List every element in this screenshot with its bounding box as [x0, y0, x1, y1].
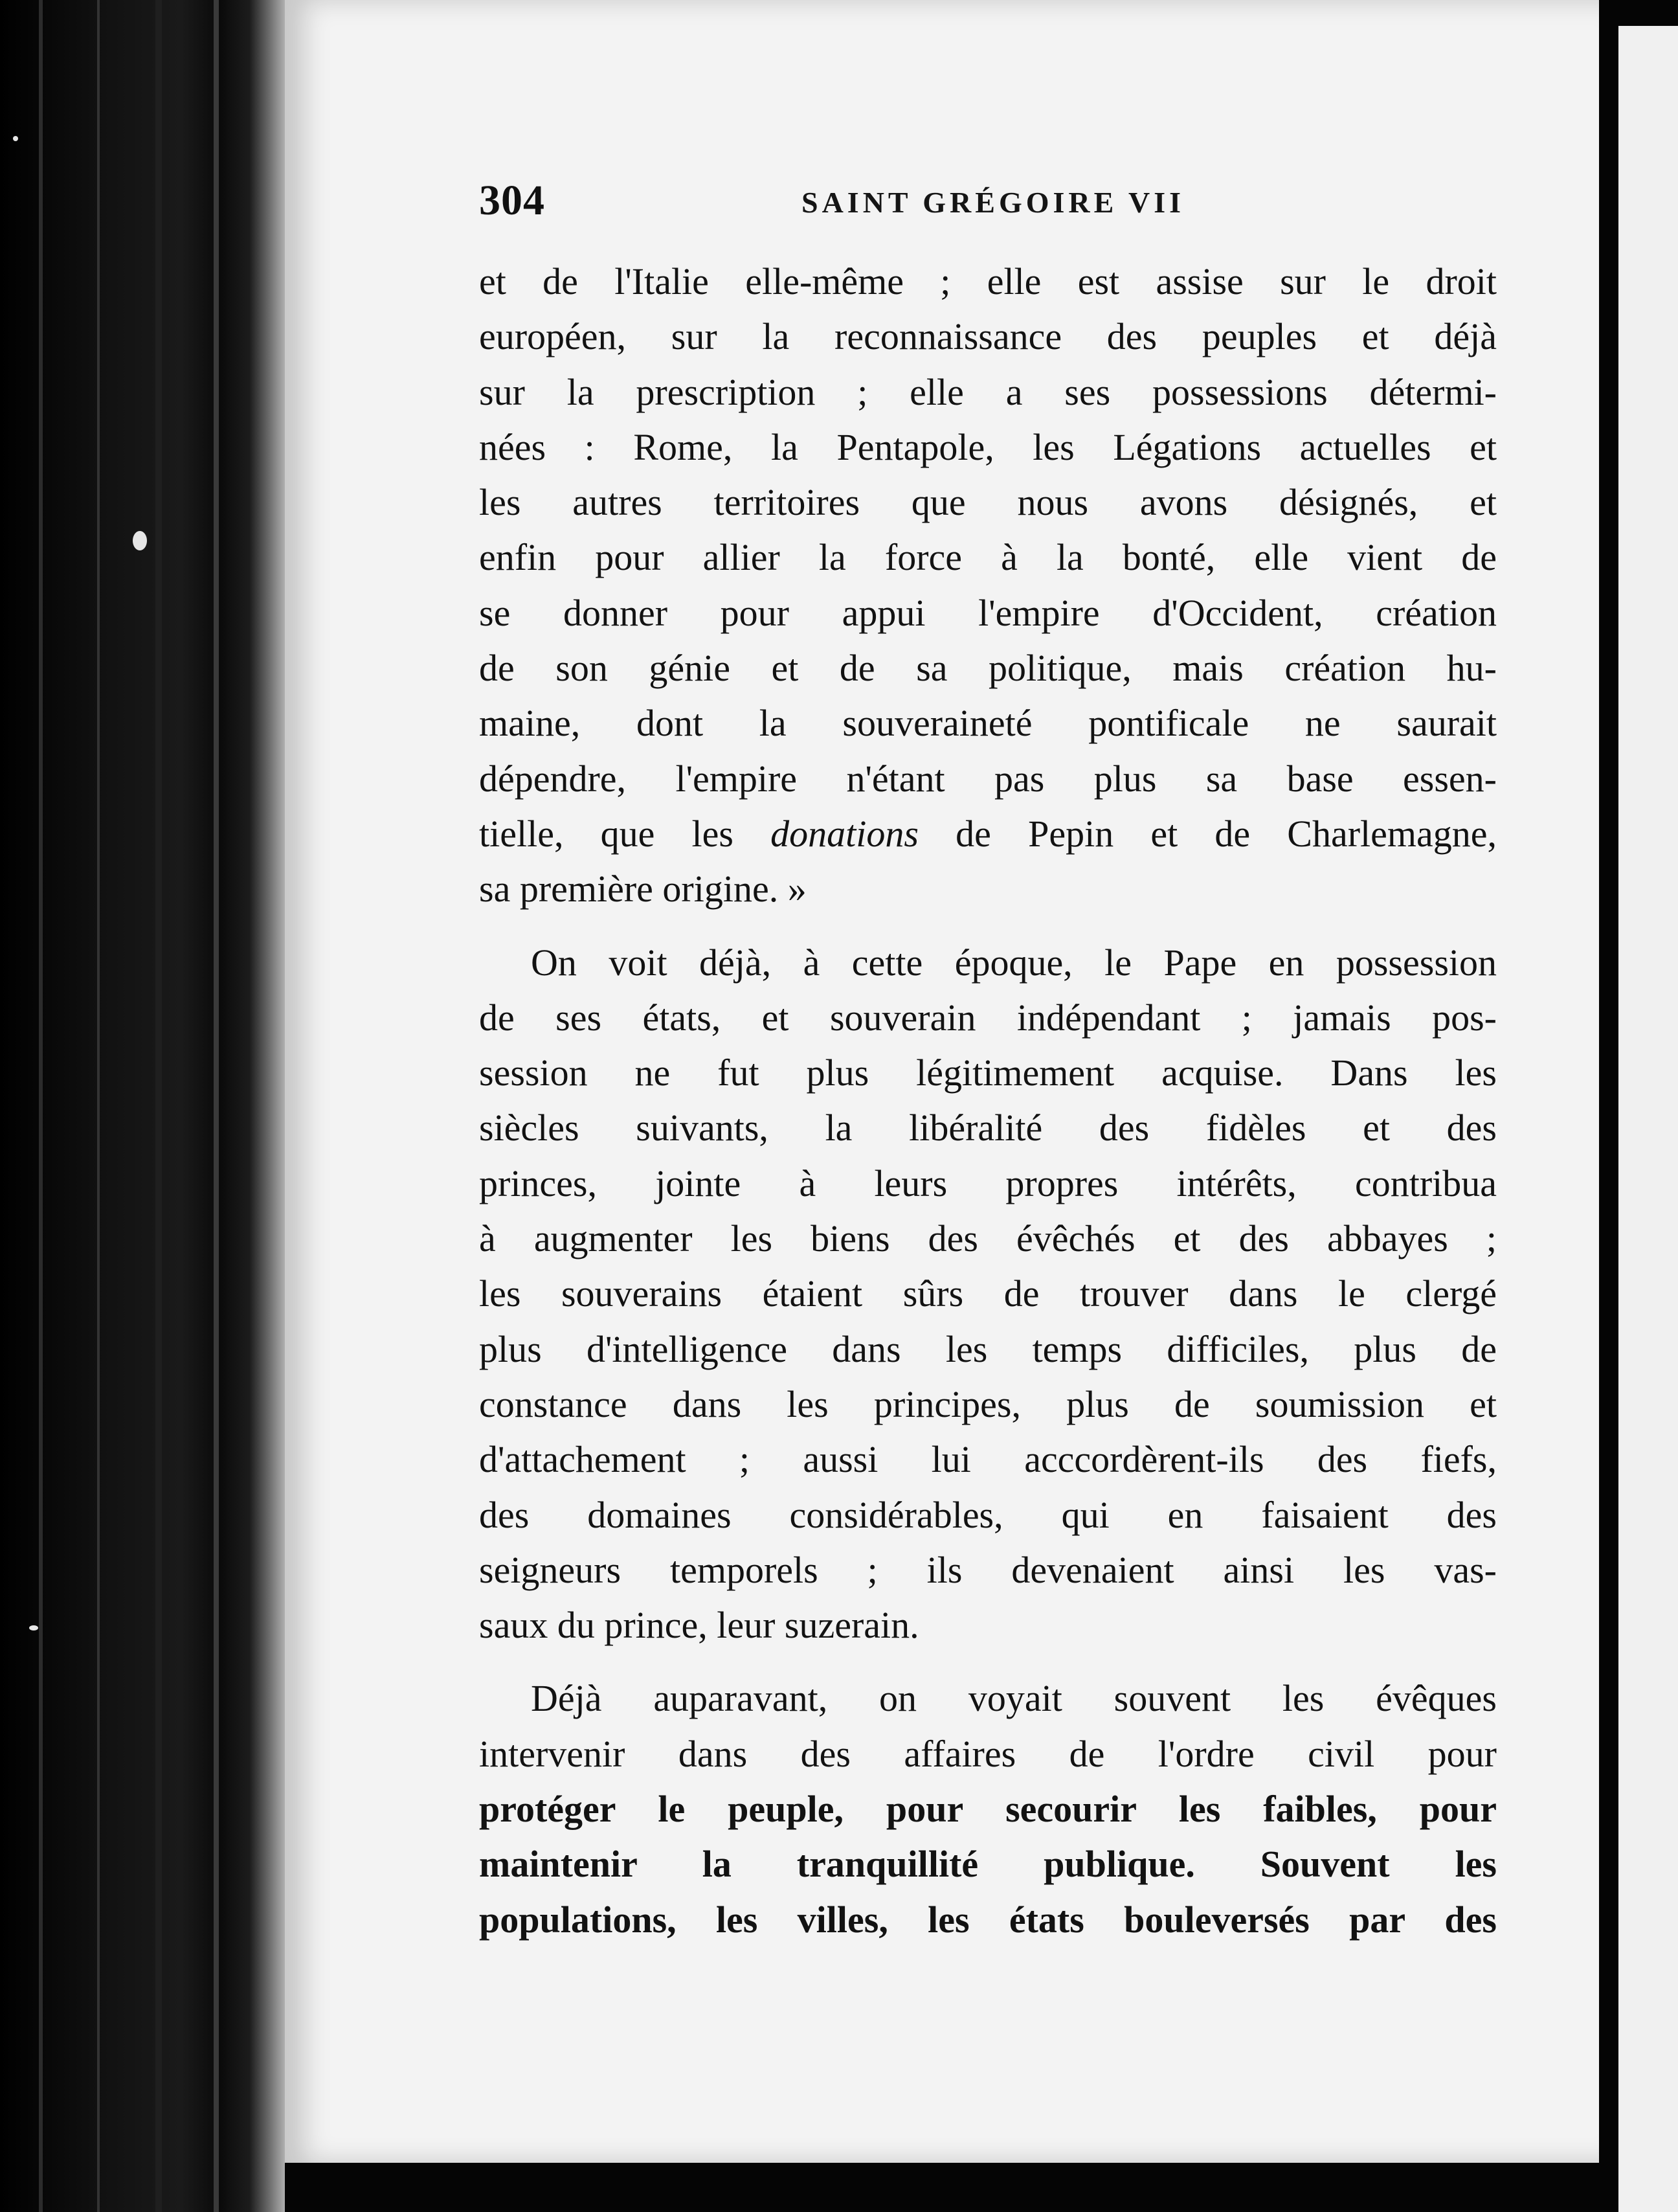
text-line: maintenir la tranquillité publique. Souvent les	[479, 1843, 1497, 1886]
text-line: les souverains étaient sûrs de trouver dans le clergé	[479, 1272, 1497, 1315]
dust-speck	[29, 1625, 38, 1631]
text-line: enfin pour allier la force à la bonté, elle vient de	[479, 536, 1497, 579]
right-gutter	[1599, 0, 1618, 2212]
binding-stripe	[155, 0, 162, 2212]
text-line: sur la prescription ; elle a ses possessions détermi-	[479, 370, 1497, 413]
italic-word: donations	[770, 812, 919, 855]
text-fragment: tielle, que les	[479, 812, 733, 855]
text-line: populations, les villes, les états bouleversés par des	[479, 1898, 1497, 1941]
scan-top-right-edge	[1599, 0, 1678, 26]
text-line: à augmenter les biens des évêchés et des abbayes ;	[479, 1217, 1497, 1260]
text-line: et de l'Italie elle-même ; elle est assise sur le droit	[479, 260, 1497, 302]
binding-stripe	[97, 0, 100, 2212]
text-fragment: de Pepin et de Charlemagne,	[956, 812, 1497, 855]
text-line: On voit déjà, à cette époque, le Pape en possession	[531, 941, 1497, 984]
next-page-edge	[1618, 19, 1678, 2212]
text-line: de son génie et de sa politique, mais création hu-	[479, 647, 1497, 690]
text-line: seigneurs temporels ; ils devenaient ainsi les vas-	[479, 1548, 1497, 1591]
paragraph-gap	[479, 917, 1497, 935]
page-text	[479, 254, 1497, 1947]
page-header	[479, 176, 1502, 241]
text-line: les autres territoires que nous avons désignés, et	[479, 481, 1497, 524]
text-line: dépendre, l'empire n'étant pas plus sa base essen-	[479, 757, 1497, 800]
dust-speck	[13, 136, 18, 141]
binding-stripe	[214, 0, 219, 2212]
text-line: Déjà auparavant, on voyait souvent les évêques	[531, 1677, 1497, 1720]
text-line: européen, sur la reconnaissance des peuples et déjà	[479, 315, 1497, 358]
text-line: plus d'intelligence dans les temps difficiles, plus de	[479, 1327, 1497, 1370]
paragraph-gap	[479, 1653, 1497, 1671]
text-line: session ne fut plus légitimement acquise. Dans les	[479, 1052, 1497, 1094]
text-line: de ses états, et souverain indépendant ; jamais pos-	[479, 996, 1497, 1039]
page-gutter-shadow	[249, 0, 288, 2212]
text-line: protéger le peuple, pour secourir les faibles, pour	[479, 1788, 1497, 1831]
text-line: des domaines considérables, qui en faisaient des	[479, 1493, 1497, 1536]
scan-bottom-edge	[285, 2163, 1605, 2212]
binding-stripe	[39, 0, 43, 2212]
text-line-mixed	[479, 806, 1497, 861]
text-line: d'attachement ; aussi lui acccordèrent-ils des fiefs,	[479, 1438, 1497, 1481]
text-line: se donner pour appui l'empire d'Occident, création	[479, 591, 1497, 634]
text-line: nées : Rome, la Pentapole, les Légations actuelles et	[479, 425, 1497, 468]
dust-speck	[133, 531, 147, 550]
page-number: 304	[479, 177, 545, 224]
text-line: maine, dont la souveraineté pontificale ne saurait	[479, 702, 1497, 745]
text-line: princes, jointe à leurs propres intérêts, contribua	[479, 1162, 1497, 1204]
text-line: saux du prince, leur suzerain.	[479, 1604, 919, 1647]
text-line: siècles suivants, la libéralité des fidèles et des	[479, 1107, 1497, 1149]
text-line: intervenir dans des affaires de l'ordre civil pour	[479, 1732, 1497, 1775]
text-line: sa première origine. »	[479, 868, 807, 910]
text-line: constance dans les principes, plus de soumission et	[479, 1382, 1497, 1425]
running-title: SAINT GRÉGOIRE VII	[801, 186, 1185, 219]
